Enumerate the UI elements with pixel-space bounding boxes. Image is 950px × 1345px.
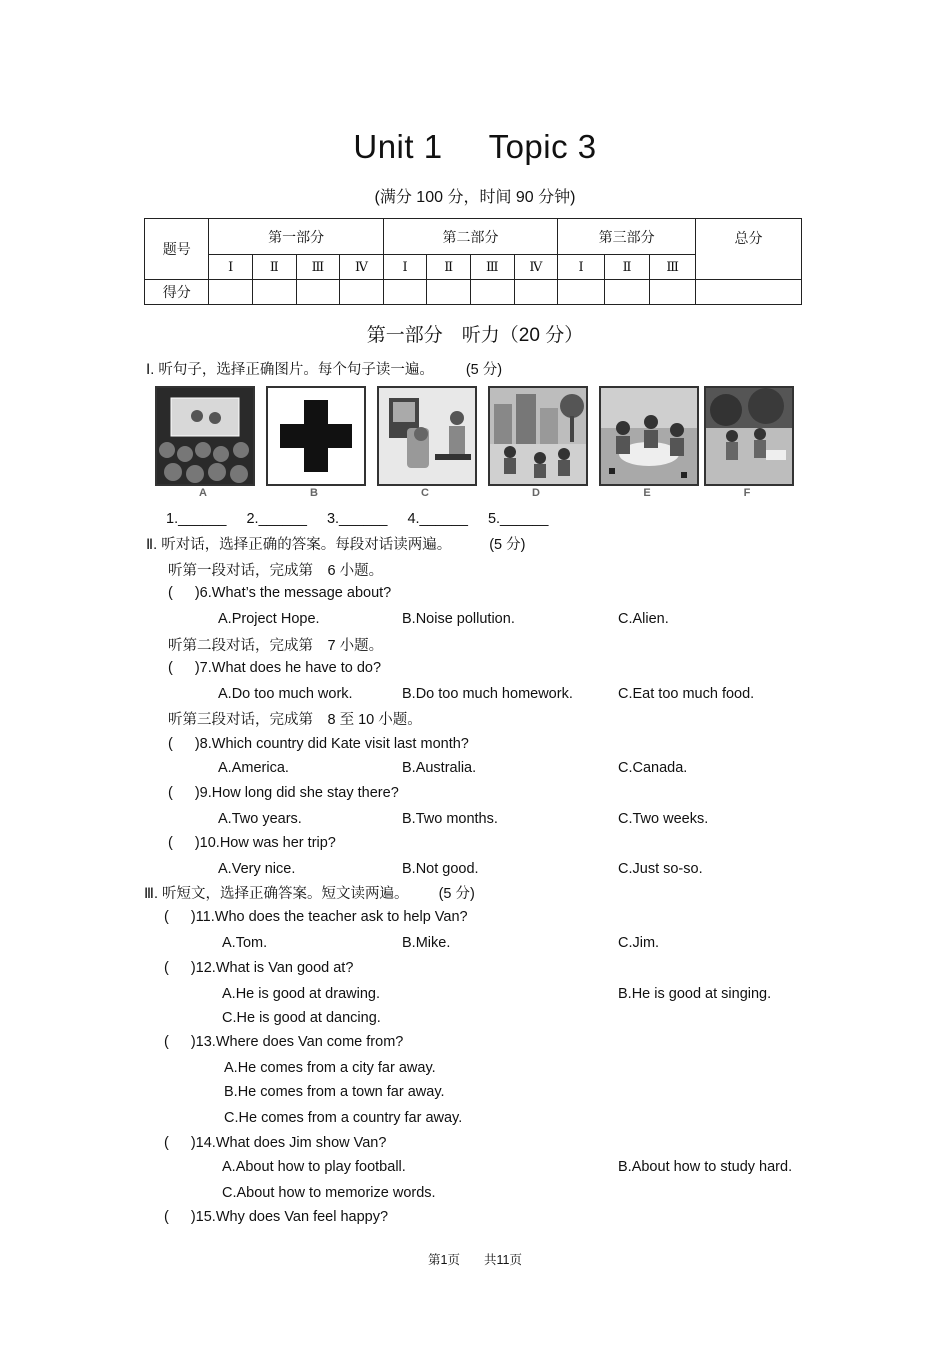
- section3-heading-text: Ⅲ. 听短文，选择正确答案。短文读两遍。: [144, 886, 409, 902]
- title-unit: Unit 1: [353, 128, 443, 165]
- option-c[interactable]: C.About how to memorize words.: [222, 1185, 436, 1201]
- option-c[interactable]: C.Just so-so.: [618, 861, 703, 877]
- question-text: )11.Who does the teacher ask to help Van?: [190, 909, 468, 925]
- score-cell[interactable]: [470, 280, 514, 305]
- answer-blank[interactable]: 1.______: [166, 511, 227, 527]
- part3-item: Ⅰ: [558, 255, 605, 280]
- option-c[interactable]: C.Eat too much food.: [618, 686, 755, 702]
- page-title: [0, 128, 950, 166]
- section3-score: (5 分): [438, 886, 475, 902]
- option-a[interactable]: A.Do too much work.: [218, 686, 353, 702]
- score-cell[interactable]: [650, 280, 696, 305]
- part1-item: Ⅲ: [296, 255, 340, 280]
- answer-paren[interactable]: (: [164, 1034, 169, 1050]
- part3-header: 第三部分: [558, 219, 696, 255]
- score-cell[interactable]: [209, 280, 253, 305]
- part1-item: Ⅳ: [340, 255, 384, 280]
- exam-info: (满分 100 分，时间 90 分钟): [374, 189, 576, 206]
- part3-item: Ⅲ: [650, 255, 696, 280]
- question-11: [164, 909, 468, 925]
- question-text: )12.What is Van good at?: [190, 960, 354, 976]
- answer-blank[interactable]: 3.______: [326, 511, 388, 527]
- answer-paren[interactable]: (: [164, 1135, 169, 1151]
- option-c[interactable]: C.He is good at dancing.: [222, 1010, 381, 1026]
- tv-watching-picture: [377, 386, 477, 486]
- answer-blank[interactable]: 2.______: [246, 511, 307, 527]
- answer-paren[interactable]: (: [164, 1209, 169, 1225]
- answer-paren[interactable]: (: [168, 835, 173, 851]
- question-text: )9.How long did she stay there?: [194, 785, 399, 801]
- answer-blank[interactable]: 4.______: [407, 511, 468, 527]
- page-footer: [0, 1250, 950, 1268]
- option-c[interactable]: C.Jim.: [618, 935, 660, 951]
- answer-blanks: [166, 511, 548, 527]
- option-b[interactable]: B.Noise pollution.: [402, 611, 515, 627]
- option-c[interactable]: C.Two weeks.: [618, 811, 709, 827]
- picnic-picture: [599, 386, 699, 486]
- section2-heading: [146, 533, 525, 554]
- question-text: )7.What does he have to do?: [194, 660, 382, 676]
- question-8: [168, 736, 469, 752]
- question-13: [164, 1034, 403, 1050]
- section2-score: (5 分): [489, 537, 526, 553]
- option-c[interactable]: C.Alien.: [618, 611, 669, 627]
- part2-item: Ⅳ: [514, 255, 558, 280]
- option-a[interactable]: A.Tom.: [222, 935, 268, 951]
- dialog2-instruction: 听第二段对话，完成第 7 小题。: [168, 638, 384, 654]
- part2-item: Ⅲ: [470, 255, 514, 280]
- section1-heading-text: Ⅰ. 听句子，选择正确图片。每个句子读一遍。: [146, 362, 434, 378]
- question-text: )6.What’s the message about?: [194, 585, 392, 601]
- score-row-header: 得分: [145, 280, 209, 305]
- option-b[interactable]: B.He is good at singing.: [618, 986, 772, 1002]
- title-topic: Topic 3: [488, 128, 597, 165]
- option-a[interactable]: A.About how to play football.: [222, 1159, 406, 1175]
- question-6: [168, 585, 391, 601]
- part1-title: 第一部分 听力（20 分）: [366, 325, 584, 346]
- picture-label-c: C: [421, 487, 429, 499]
- part3-item: Ⅱ: [604, 255, 650, 280]
- picture-label-a: A: [199, 487, 207, 499]
- option-a[interactable]: A.Project Hope.: [218, 611, 320, 627]
- score-cell[interactable]: [558, 280, 605, 305]
- option-b[interactable]: B.About how to study hard.: [618, 1159, 793, 1175]
- question-15: [164, 1209, 388, 1225]
- answer-paren[interactable]: (: [164, 960, 169, 976]
- option-b[interactable]: B.Australia.: [402, 760, 477, 776]
- answer-paren[interactable]: (: [164, 909, 169, 925]
- city-litter-picture: [488, 386, 588, 486]
- picture-label-f: F: [743, 487, 751, 499]
- part1-item: Ⅱ: [252, 255, 296, 280]
- section1-score: (5 分): [465, 362, 503, 378]
- question-text: )14.What does Jim show Van?: [190, 1135, 387, 1151]
- option-a[interactable]: A.Two years.: [218, 811, 302, 827]
- red-cross-picture: [266, 386, 366, 486]
- option-c[interactable]: C.He comes from a country far away.: [224, 1110, 463, 1126]
- score-cell[interactable]: [514, 280, 558, 305]
- score-cell[interactable]: [604, 280, 650, 305]
- question-9: [168, 785, 399, 801]
- score-cell[interactable]: [296, 280, 340, 305]
- part2-item: Ⅱ: [427, 255, 471, 280]
- total-score-cell[interactable]: [695, 280, 801, 305]
- question-number-header: 题号: [145, 219, 209, 280]
- question-14: [164, 1135, 386, 1151]
- option-a[interactable]: A.America.: [218, 760, 289, 776]
- picture-label-b: B: [310, 487, 318, 499]
- part2-item: Ⅰ: [383, 255, 427, 280]
- question-10: [168, 835, 336, 851]
- part1-header: 第一部分: [209, 219, 383, 255]
- total-header: 总分: [695, 219, 801, 280]
- option-b[interactable]: B.Do too much homework.: [402, 686, 573, 702]
- score-cell[interactable]: [252, 280, 296, 305]
- part2-header: 第二部分: [383, 219, 557, 255]
- question-text: )10.How was her trip?: [194, 835, 336, 851]
- dialog1-instruction: 听第一段对话，完成第 6 小题。: [168, 563, 384, 579]
- answer-paren[interactable]: (: [168, 785, 173, 801]
- score-cell[interactable]: [427, 280, 471, 305]
- option-b[interactable]: B.He comes from a town far away.: [224, 1084, 445, 1100]
- answer-paren[interactable]: (: [168, 736, 173, 752]
- option-c[interactable]: C.Canada.: [618, 760, 688, 776]
- children-playing-picture: [704, 386, 794, 486]
- dialog3-instruction: 听第三段对话，完成第 8 至 10 小题。: [168, 712, 422, 728]
- part1-item: Ⅰ: [209, 255, 253, 280]
- question-text: )13.Where does Van come from?: [190, 1034, 404, 1050]
- score-cell[interactable]: [383, 280, 427, 305]
- option-b[interactable]: B.Not good.: [402, 861, 479, 877]
- picture-label-e: E: [643, 487, 651, 499]
- question-12: [164, 960, 353, 976]
- page-number: 第1页: [428, 1253, 460, 1267]
- option-b[interactable]: B.Mike.: [402, 935, 451, 951]
- question-7: [168, 660, 381, 676]
- picture-label-d: D: [532, 487, 540, 499]
- score-cell[interactable]: [340, 280, 384, 305]
- option-b[interactable]: B.Two months.: [402, 811, 498, 827]
- answer-paren[interactable]: (: [168, 660, 173, 676]
- answer-blank[interactable]: 5.______: [487, 511, 549, 527]
- section3-heading: [144, 882, 475, 903]
- page-total: 共11页: [483, 1253, 522, 1267]
- answer-paren[interactable]: (: [168, 585, 173, 601]
- score-table: [144, 218, 802, 305]
- section2-heading-text: Ⅱ. 听对话，选择正确的答案。每段对话读两遍。: [146, 537, 452, 553]
- question-text: )15.Why does Van feel happy?: [190, 1209, 389, 1225]
- option-a[interactable]: A.Very nice.: [218, 861, 296, 877]
- option-a[interactable]: A.He comes from a city far away.: [224, 1060, 436, 1076]
- question-text: )8.Which country did Kate visit last month?: [194, 736, 469, 752]
- cinema-audience-picture: [155, 386, 255, 486]
- section1-heading: [146, 358, 502, 379]
- option-a[interactable]: A.He is good at drawing.: [222, 986, 380, 1002]
